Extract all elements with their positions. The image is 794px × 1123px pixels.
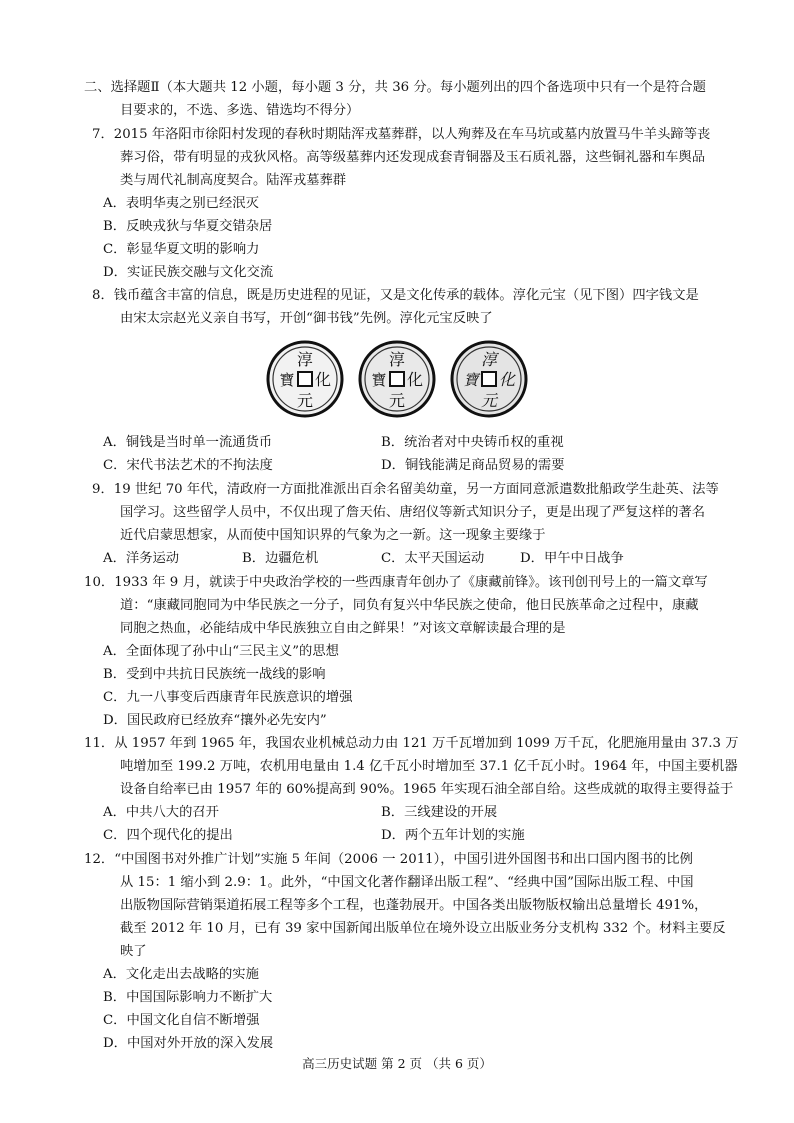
question-10-option-c: C．九一八事变后西康青年民族意识的增强 <box>103 690 353 705</box>
question-9-option-c: C．太平天国运动 <box>381 551 485 566</box>
question-7-option-a: A．表明华夷之别已经泯灭 <box>103 196 259 211</box>
question-11-stem-cont: 设备自给率已由 1957 年的 60%提高到 90%。1965 年实现石油全部自给。这些成就的取得主要得益于 <box>120 782 734 797</box>
question-8-stem-cont: 由宋太宗赵光义亲自书写，开创“御书钱”先例。淳化元宝反映了 <box>120 311 493 326</box>
coin-image-3 <box>450 340 528 418</box>
question-9-stem-cont: 国学习。这些留学人员中，不仅出现了詹天佑、唐绍仪等新式知识分子，更是出现了严复这样的著名 <box>120 505 706 520</box>
question-8-stem: 8．钱币蕴含丰富的信息，既是历史进程的见证，又是文化传承的载体。淳化元宝（见下图）四字钱文是 <box>92 288 699 303</box>
question-9-option-b: B．边疆危机 <box>242 551 319 566</box>
question-7-option-b: B．反映戎狄与华夏交错杂居 <box>103 219 273 234</box>
coin-2-bottom-char: 元 <box>388 391 406 410</box>
question-9-stem: 9．19 世纪 70 年代，清政府一方面批准派出百余名留美幼童，另一方面同意派遣数批船政学生赴英、法等 <box>92 482 719 497</box>
coin-1-right-char: 化 <box>314 370 332 389</box>
question-12-stem-cont: 截至 2012 年 10 月，已有 39 家中国新闻出版单位在境外设立出版业务分支机构 332 个。材料主要反 <box>120 921 726 936</box>
coin-images <box>266 340 528 418</box>
section-heading: 二、选择题Ⅱ（本大题共 12 小题，每小题 3 分，共 36 分。每小题列出的四个备选项中只有一个是符合题 <box>84 80 706 95</box>
question-12-option-a: A．文化走出去战略的实施 <box>103 967 259 982</box>
coin-1-top-char: 淳 <box>296 350 314 369</box>
question-8-option-a: A．铜钱是当时单一流通货币 <box>103 435 273 450</box>
coin-2-right-char: 化 <box>406 370 424 389</box>
question-12-stem: 12．“中国图书对外推广计划”实施 5 年间（2006 一 2011），中国引进外国图书和出口国内图书的比例 <box>84 852 693 867</box>
question-10-option-d: D．国民政府已经放弃“攘外必先安内” <box>103 713 327 728</box>
question-8-option-d: D．铜钱能满足商品贸易的需要 <box>381 458 565 473</box>
question-11-stem: 11．从 1957 年到 1965 年，我国农业机械总动力由 121 万千瓦增加到 1099 万千瓦，化肥施用量由 37.3 万 <box>84 736 739 751</box>
coin-1-bottom-char: 元 <box>296 391 314 410</box>
question-12-option-d: D．中国对外开放的深入发展 <box>103 1036 274 1051</box>
question-9-option-d: D．甲午中日战争 <box>520 551 624 566</box>
question-11-option-a: A．中共八大的召开 <box>103 805 219 820</box>
question-11-option-d: D．两个五年计划的实施 <box>381 828 525 843</box>
question-7-stem-cont: 类与周代礼制高度契合。陆浑戎墓葬群 <box>120 173 347 188</box>
coin-2-top-char: 淳 <box>388 350 406 369</box>
question-11-option-b: B．三线建设的开展 <box>381 805 498 820</box>
page-footer: 高三历史试题 第 2 页 （共 6 页） <box>302 1056 492 1071</box>
question-10-stem-cont: 道：“康藏同胞同为中华民族之一分子，同负有复兴中华民族之使命，他日民族革命之过程中，康藏 <box>120 598 699 613</box>
question-7-option-d: D．实证民族交融与文化交流 <box>103 265 274 280</box>
coin-3-bottom-char: 元 <box>480 391 498 410</box>
question-11-option-c: C．四个现代化的提出 <box>103 828 233 843</box>
coin-image-1 <box>266 340 344 418</box>
question-12-stem-cont: 映了 <box>120 944 147 959</box>
coin-3-left-char: 寶 <box>463 371 479 389</box>
question-10-option-b: B．受到中共抗日民族统一战线的影响 <box>103 667 326 682</box>
question-10-stem-cont: 同胞之热血，必能结成中华民族独立自由之鲜果！”对该文章解读最合理的是 <box>120 621 566 636</box>
section-heading-cont: 目要求的，不选、多选、错选均不得分） <box>120 103 360 118</box>
question-8-option-b: B．统治者对中央铸币权的重视 <box>381 435 564 450</box>
question-10-option-a: A．全面体现了孙中山“三民主义”的思想 <box>103 644 339 659</box>
coin-2-left-char: 寶 <box>371 371 387 389</box>
coin-1-left-char: 寶 <box>279 371 295 389</box>
question-12-option-b: B．中国国际影响力不断扩大 <box>103 990 273 1005</box>
question-9-option-a: A．洋务运动 <box>103 551 180 566</box>
question-9-stem-cont: 近代启蒙思想家，从而使中国知识界的气象为之一新。这一现象主要缘于 <box>120 528 546 543</box>
question-11-stem-cont: 吨增加至 199.2 万吨，农机用电量由 1.4 亿千瓦小时增加至 37.1 亿千瓦小时。1964 年，中国主要机器 <box>120 759 738 774</box>
question-7-stem: 7．2015 年洛阳市徐阳村发现的春秋时期陆浑戎墓葬群，以人殉葬及在车马坑或墓内放置马牛羊头蹄等丧 <box>92 127 711 142</box>
coin-3-right-char: 化 <box>498 370 516 389</box>
question-7-option-c: C．彰显华夏文明的影响力 <box>103 242 260 257</box>
question-12-option-c: C．中国文化自信不断增强 <box>103 1013 260 1028</box>
coin-image-2 <box>358 340 436 418</box>
question-12-stem-cont: 出版物国际营销渠道拓展工程等多个工程，也蓬勃展开。中国各类出版物版权输出总量增长 491%， <box>120 898 708 913</box>
coin-3-top-char: 淳 <box>480 350 498 369</box>
question-12-stem-cont: 从 15：1 缩小到 2.9：1。此外，“中国文化著作翻译出版工程”、“经典中国”国际出版工程、中国 <box>120 875 694 890</box>
question-10-stem: 10．1933 年 9 月，就读于中央政治学校的一些西康青年创办了《康藏前锋》。该刊创刊号上的一篇文章写 <box>84 575 708 590</box>
question-8-option-c: C．宋代书法艺术的不拘法度 <box>103 458 273 473</box>
question-7-stem-cont: 葬习俗，带有明显的戎狄风格。高等级墓葬内还发现成套青铜器及玉石质礼器，这些铜礼器和车舆品 <box>120 150 706 165</box>
